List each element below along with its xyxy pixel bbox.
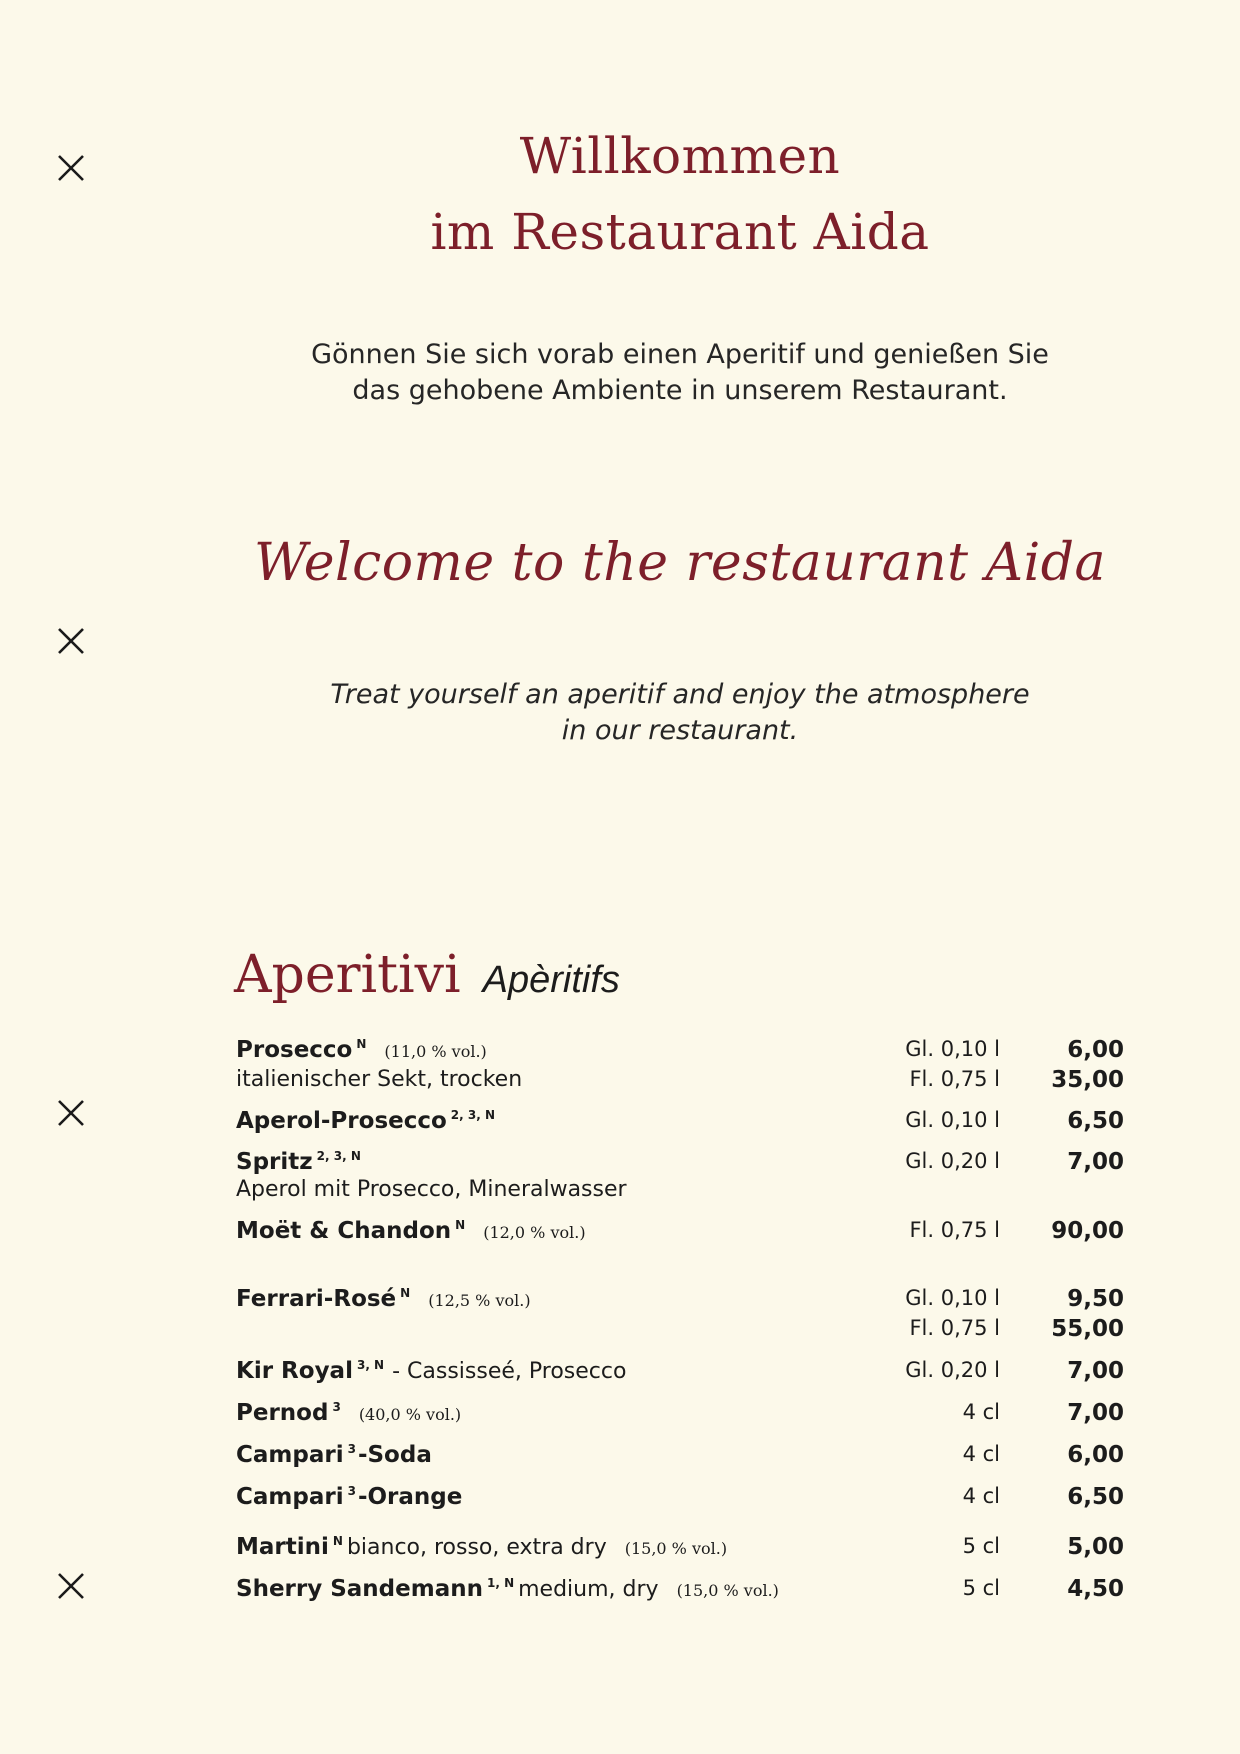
item-price: 7,00 (1067, 1400, 1124, 1426)
item-price: 90,00 (1051, 1218, 1124, 1244)
menu-item-ferrari-rose (236, 1286, 1124, 1316)
item-price: 35,00 (1051, 1067, 1124, 1093)
menu-item-prosecco-bottle (236, 1067, 1124, 1097)
allergen-sup: 3, N (356, 1358, 385, 1373)
allergen-sup: 2, 3, N (450, 1108, 496, 1123)
item-description: Aperol mit Prosecco, Mineralwasser (236, 1177, 627, 1202)
item-size: 4 cl (962, 1484, 1000, 1508)
welcome-intro-de (0, 337, 1240, 409)
item-size: 4 cl (962, 1400, 1000, 1424)
menu-item-spritz (236, 1149, 1124, 1179)
menu-item-sherry-sandemann (236, 1576, 1124, 1606)
item-description: italienischer Sekt, trocken (236, 1067, 523, 1092)
item-size: Gl. 0,10 l (905, 1286, 1000, 1310)
welcome-title-de-line2: im Restaurant Aida (430, 203, 930, 261)
alcohol-vol: (11,0 % vol.) (384, 1042, 487, 1061)
menu-item-ferrari-rose-bottle (236, 1316, 1124, 1346)
item-size: Fl. 0,75 l (909, 1316, 1000, 1340)
aperitif-menu (236, 1037, 1124, 1606)
item-name: Spritz $^{2, 3, N}$ (236, 1149, 361, 1175)
item-size: Fl. 0,75 l (909, 1218, 1000, 1242)
alcohol-vol: (12,0 % vol.) (483, 1223, 586, 1242)
menu-item-campari-orange (236, 1484, 1124, 1514)
item-name: Aperol-Prosecco $^{2, 3, N}$ (236, 1108, 496, 1134)
alcohol-vol: (40,0 % vol.) (358, 1405, 462, 1424)
menu-item-moet-chandon (236, 1218, 1124, 1248)
allergen-sup: 3 (347, 1442, 356, 1457)
alcohol-vol: (15,0 % vol.) (624, 1539, 728, 1558)
allergen-sup: 3 (347, 1484, 356, 1499)
alcohol-vol: (15,0 % vol.) (676, 1581, 779, 1600)
item-name: Sherry Sandemann $^{1, N}$ medium, dry (15,0 % vol.) (236, 1576, 779, 1602)
item-price: 55,00 (1051, 1316, 1124, 1342)
allergen-sup: N (400, 1286, 411, 1301)
item-size: Gl. 0,20 l (905, 1358, 1000, 1382)
cross-mark-icon (56, 1571, 86, 1601)
welcome-intro-en-line2: in our restaurant. (561, 715, 799, 746)
menu-item-prosecco (236, 1037, 1124, 1067)
section-title (234, 945, 620, 1005)
welcome-intro-de-line1: Gönnen Sie sich vorab einen Aperitif und genießen Sie (311, 339, 1049, 370)
allergen-sup: 2, 3, N (316, 1149, 361, 1164)
item-name: Campari $^3$-Orange (236, 1484, 463, 1510)
item-size: 5 cl (962, 1534, 1000, 1558)
item-note: - Cassisseé, Prosecco (392, 1359, 627, 1384)
item-price: 6,00 (1067, 1037, 1124, 1063)
item-note: bianco, rosso, extra dry (346, 1535, 607, 1560)
item-name: Campari $^3$-Soda (236, 1442, 432, 1468)
item-price: 4,50 (1067, 1576, 1124, 1602)
item-size: Gl. 0,10 l (905, 1037, 1000, 1061)
item-price: 7,00 (1067, 1149, 1124, 1175)
menu-item-martini (236, 1534, 1124, 1564)
item-size: Fl. 0,75 l (909, 1067, 1000, 1091)
welcome-intro-en (0, 677, 1240, 749)
menu-item-kir-royal (236, 1358, 1124, 1388)
welcome-title-de-line1: Willkommen (519, 127, 841, 185)
item-note: medium, dry (518, 1577, 659, 1602)
item-size: Gl. 0,20 l (905, 1149, 1000, 1173)
item-size: 5 cl (962, 1576, 1000, 1600)
item-price: 6,00 (1067, 1442, 1124, 1468)
welcome-intro-en-line1: Treat yourself an aperitif and enjoy the atmosphere (330, 679, 1030, 710)
allergen-sup: 3 (332, 1400, 341, 1415)
menu-item-campari-soda (236, 1442, 1124, 1472)
item-name: Pernod $^3$ (40,0 % vol.) (236, 1400, 462, 1426)
cross-mark-icon (56, 626, 86, 656)
item-name: Ferrari-Rosé $^N$ (12,5 % vol.) (236, 1286, 531, 1312)
menu-item-spritz-description (236, 1177, 1124, 1207)
menu-item-pernod (236, 1400, 1124, 1430)
item-name: Moët & Chandon $^N$ (12,0 % vol.) (236, 1218, 586, 1244)
item-price: 6,50 (1067, 1484, 1124, 1510)
allergen-sup: N (332, 1534, 343, 1549)
item-name: Kir Royal $^{3, N}$ - Cassisseé, Prosecco (236, 1358, 627, 1384)
item-name: Martini $^N$ bianco, rosso, extra dry (15,0 % vol.) (236, 1534, 728, 1560)
item-size: 4 cl (962, 1442, 1000, 1466)
welcome-title-en: Welcome to the restaurant Aida (253, 533, 1107, 593)
item-price: 7,00 (1067, 1358, 1124, 1384)
allergen-sup: N (356, 1037, 367, 1052)
alcohol-vol: (12,5 % vol.) (428, 1291, 531, 1310)
item-price: 6,50 (1067, 1108, 1124, 1134)
item-name: Prosecco $^N$ (11,0 % vol.) (236, 1037, 487, 1063)
welcome-title-de (0, 118, 1240, 270)
section-title-french: Apèritifs (482, 959, 620, 1001)
cross-mark-icon (56, 1098, 86, 1128)
welcome-intro-de-line2: das gehobene Ambiente in unserem Restaurant. (352, 375, 1008, 406)
item-size: Gl. 0,10 l (905, 1108, 1000, 1132)
menu-item-aperol-prosecco (236, 1108, 1124, 1138)
item-price: 5,00 (1067, 1534, 1124, 1560)
allergen-sup: N (455, 1218, 466, 1233)
section-title-italian: Aperitivi (234, 945, 461, 1005)
allergen-sup: 1, N (486, 1576, 515, 1591)
item-price: 9,50 (1067, 1286, 1124, 1312)
